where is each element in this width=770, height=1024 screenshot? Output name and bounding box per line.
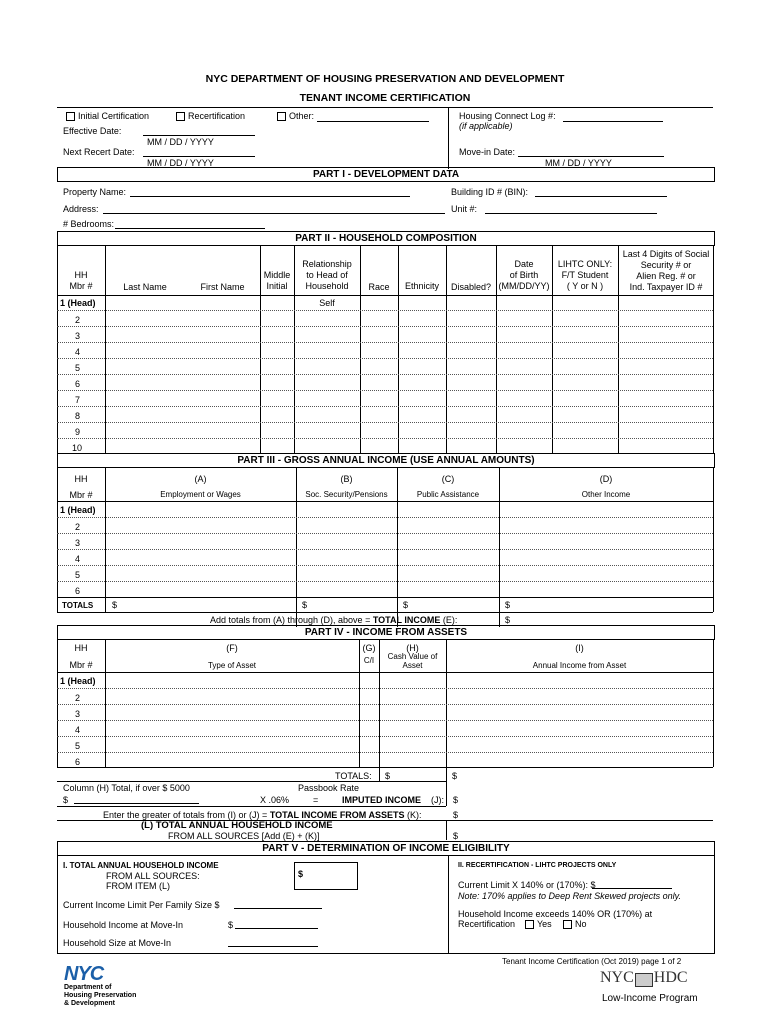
col-h-total-field[interactable] xyxy=(74,803,199,804)
effective-date-label: Effective Date: xyxy=(63,126,122,136)
col-h-total-label: Column (H) Total, if over $ 5000 xyxy=(63,783,190,793)
p5-limit-label: Current Income Limit Per Family Size $ xyxy=(63,900,220,910)
next-recert-label: Next Recert Date: xyxy=(63,147,135,157)
table-row-label: 1 (Head) xyxy=(60,298,96,308)
other-checkbox[interactable] xyxy=(277,111,314,121)
address-field[interactable] xyxy=(103,213,445,214)
log-label: Housing Connect Log #: xyxy=(459,111,556,121)
address-label: Address: xyxy=(63,204,99,214)
p2-dob-header: Date of Birth (MM/DD/YY) xyxy=(498,259,550,291)
p3-total-d[interactable]: $ xyxy=(505,600,511,610)
p3-col-a-label: Employment or Wages xyxy=(160,490,241,499)
p5-limit-field[interactable] xyxy=(234,908,322,909)
part5-title: PART V - DETERMINATION OF INCOME ELIGIBILITY xyxy=(57,841,715,856)
p4-hh: HH xyxy=(74,643,88,653)
p3-add-totals: Add totals from (A) through (D), above = TOTAL INCOME (E): xyxy=(210,615,458,625)
p3-total-b[interactable]: $ xyxy=(302,600,308,610)
p5-hh-income-dollar: $ xyxy=(228,920,234,930)
p4-col-g: (G) xyxy=(362,643,376,653)
move-in-format: MM / DD / YYYY xyxy=(545,158,612,168)
p3-col-c-label: Public Assistance xyxy=(416,490,480,499)
p2-rel-header: Relationship to Head of Household xyxy=(302,259,352,291)
table-row-label: 3 xyxy=(75,331,81,341)
bedrooms-label: # Bedrooms: xyxy=(63,219,115,229)
hpd-logo xyxy=(64,964,154,1008)
p4-col-i: (I) xyxy=(575,643,584,653)
other-label: Other: xyxy=(289,111,315,121)
table-row-label: 3 xyxy=(75,538,81,548)
p4-col-i-label: Annual Income from Asset xyxy=(532,661,627,670)
table-row-label: 4 xyxy=(75,725,81,735)
checkbox-icon xyxy=(563,920,572,929)
p4-col-f: (F) xyxy=(226,643,238,653)
no-label: No xyxy=(575,919,587,929)
p2-eth-header: Ethnicity xyxy=(404,281,439,291)
p5-note: Note: 170% applies to Deep Rent Skewed projects only. xyxy=(458,891,681,901)
p3-total-c[interactable]: $ xyxy=(403,600,409,610)
p3-totals-label: TOTALS xyxy=(62,601,94,610)
p5-recert-label: Recertification xyxy=(458,919,516,929)
p4-totals-label: TOTALS: xyxy=(335,771,372,781)
table-row-label: 7 xyxy=(75,395,81,405)
p4-mbr: Mbr # xyxy=(69,660,93,670)
p5-hh-size-label: Household Size at Move-In xyxy=(63,938,172,948)
table-row-label: 8 xyxy=(75,411,81,421)
equals-sign: = xyxy=(313,795,319,805)
p3-col-b: (B) xyxy=(340,474,353,484)
program-label: Low-Income Program xyxy=(602,993,698,1004)
next-recert-format: MM / DD / YYYY xyxy=(147,158,214,168)
table-row-label: 2 xyxy=(75,522,81,532)
p4-col-h-label1: Cash Value of xyxy=(387,652,438,661)
table-row-label: 2 xyxy=(75,315,81,325)
recert-checkbox[interactable] xyxy=(176,111,245,121)
p4-total-h[interactable]: $ xyxy=(385,771,391,781)
recert-label: Recertification xyxy=(188,111,246,121)
nyc-logo-mark: NYC xyxy=(64,963,104,985)
total-assets-field[interactable]: $ xyxy=(453,810,459,820)
greater-of-label: Enter the greater of totals from (I) or (J) = TOTAL INCOME FROM ASSETS (K): xyxy=(103,810,422,820)
passbook-label: Passbook Rate xyxy=(298,783,360,793)
checkbox-icon xyxy=(525,920,534,929)
initial-cert-label: Initial Certification xyxy=(78,111,150,121)
form-title: TENANT INCOME CERTIFICATION xyxy=(299,92,471,104)
table-row-label: 1 (Head) xyxy=(60,676,96,686)
property-field[interactable] xyxy=(130,196,410,197)
part4-title: PART IV - INCOME FROM ASSETS xyxy=(57,625,715,640)
table-row-label: 6 xyxy=(75,586,81,596)
p2-ssn-header: Last 4 Digits of Social Security # or Alien Reg. # or Ind. Taxpayer ID # xyxy=(622,249,710,292)
next-recert-field[interactable] xyxy=(143,156,255,157)
p3-col-d-label: Other Income xyxy=(581,490,631,499)
table-row-label: 2 xyxy=(75,693,81,703)
table-row-label: 10 xyxy=(72,443,83,453)
effective-date-field[interactable] xyxy=(143,135,255,136)
p3-hh: HH xyxy=(74,474,88,484)
p2-mi-header: Middle Initial xyxy=(263,270,291,291)
property-label: Property Name: xyxy=(63,187,127,197)
p3-total-income-field[interactable]: $ xyxy=(505,615,511,625)
table-row-label: 4 xyxy=(75,347,81,357)
table-row-label: 4 xyxy=(75,554,81,564)
table-row-label: 9 xyxy=(75,427,81,437)
p2-last-header: Last Name xyxy=(123,282,167,292)
part1-title: PART I - DEVELOPMENT DATA xyxy=(57,167,715,182)
p5-no-checkbox[interactable] xyxy=(563,919,587,929)
initial-cert-checkbox[interactable] xyxy=(66,111,149,121)
skyline-icon xyxy=(635,973,653,987)
nychdc-nyc: NYC xyxy=(600,969,634,986)
table-row-label: 5 xyxy=(75,570,81,580)
building-label: Building ID # (BIN): xyxy=(451,187,529,197)
move-in-label: Move-in Date: xyxy=(459,147,516,157)
move-in-field[interactable] xyxy=(518,156,664,157)
imputed-income-field[interactable]: $ xyxy=(453,795,459,805)
p3-total-a[interactable]: $ xyxy=(112,600,118,610)
passbook-rate: X .06% xyxy=(260,795,290,805)
p5-section-ii: II. RECERTIFICATION - LIHTC PROJECTS ONLY xyxy=(458,862,617,869)
p3-col-b-label: Soc. Security/Pensions xyxy=(305,490,388,499)
dept-line1: Department of xyxy=(64,984,112,991)
nychdc-logo xyxy=(600,969,688,989)
nychdc-hdc: HDC xyxy=(653,969,688,986)
p4-total-i[interactable]: $ xyxy=(452,771,458,781)
table-row-label: 1 (Head) xyxy=(60,505,96,515)
effective-date-format: MM / DD / YYYY xyxy=(147,137,214,147)
checkbox-icon xyxy=(66,112,75,121)
dept-line2: Housing Preservation xyxy=(64,992,137,999)
p4-col-g-label: C/I xyxy=(363,656,375,665)
p5-cur-limit-field[interactable] xyxy=(592,888,672,889)
agency-title: NYC DEPARTMENT OF HOUSING PRESERVATION AND DEVELOPMENT xyxy=(205,73,565,85)
table-row-label: 5 xyxy=(75,741,81,751)
part3-title: PART III - GROSS ANNUAL INCOME (USE ANNUAL AMOUNTS) xyxy=(57,453,715,468)
total-household-income-field[interactable]: $ xyxy=(453,831,459,841)
p2-first-header: First Name xyxy=(200,282,245,292)
yes-label: Yes xyxy=(537,919,552,929)
p5-yes-checkbox[interactable] xyxy=(525,919,552,929)
log-field[interactable] xyxy=(563,121,663,122)
p5-exceeds-label: Household Income exceeds 140% OR (170%) at xyxy=(458,909,653,919)
p2-dis-header: Disabled? xyxy=(450,282,492,292)
imputed-income-label: IMPUTED INCOME xyxy=(342,795,422,805)
p5-hh-size-field[interactable] xyxy=(228,946,318,947)
p3-col-a: (A) xyxy=(194,474,207,484)
p5-total-income-box[interactable]: $ xyxy=(294,862,358,890)
p5-from-item: FROM ITEM (L) xyxy=(106,881,170,891)
p5-section-i: I. TOTAL ANNUAL HOUSEHOLD INCOME xyxy=(63,861,219,870)
checkbox-icon xyxy=(176,112,185,121)
checkbox-icon xyxy=(277,112,286,121)
other-field[interactable] xyxy=(317,121,429,122)
unit-label: Unit #: xyxy=(451,204,478,214)
total-household-income-label: (L) TOTAL ANNUAL HOUSEHOLD INCOME xyxy=(141,820,333,831)
p4-col-h-label2: Asset xyxy=(402,661,423,670)
table-row-label: 6 xyxy=(75,379,81,389)
p4-col-f-label: Type of Asset xyxy=(207,661,257,670)
p3-col-c: (C) xyxy=(441,474,455,484)
if-applicable: (if applicable) xyxy=(459,121,513,131)
bedrooms-field[interactable] xyxy=(115,228,265,229)
table-row-label: 3 xyxy=(75,709,81,719)
col-h-dollar: $ xyxy=(63,795,69,805)
p3-mbr: Mbr # xyxy=(69,490,93,500)
p5-cur-limit-label: Current Limit X 140% or (170%): $ xyxy=(458,880,596,890)
form-id: Tenant Income Certification (Oct 2019) page 1 of 2 xyxy=(502,957,682,966)
self-label: Self xyxy=(319,298,335,308)
p4-col-h: (H) xyxy=(406,643,419,653)
p2-race-header: Race xyxy=(368,282,390,292)
from-all-sources-label: FROM ALL SOURCES [Add (E) + (K)] xyxy=(168,831,320,841)
unit-field[interactable] xyxy=(485,213,657,214)
p2-hh-header: HH Mbr # xyxy=(69,270,93,291)
p3-col-d: (D) xyxy=(599,474,613,484)
p5-from-sources: FROM ALL SOURCES: xyxy=(106,871,200,881)
table-row-label: 6 xyxy=(75,757,81,767)
table-row-label: 5 xyxy=(75,363,81,373)
imputed-j: (J): xyxy=(431,795,444,805)
building-field[interactable] xyxy=(535,196,667,197)
part2-title: PART II - HOUSEHOLD COMPOSITION xyxy=(57,231,715,246)
p5-hh-income-field[interactable] xyxy=(235,928,318,929)
p5-hh-income-label: Household Income at Move-In xyxy=(63,920,184,930)
p2-lihtc-header: LIHTC ONLY: F/T Student ( Y or N ) xyxy=(557,259,613,291)
dept-line3: & Development xyxy=(64,1000,115,1007)
